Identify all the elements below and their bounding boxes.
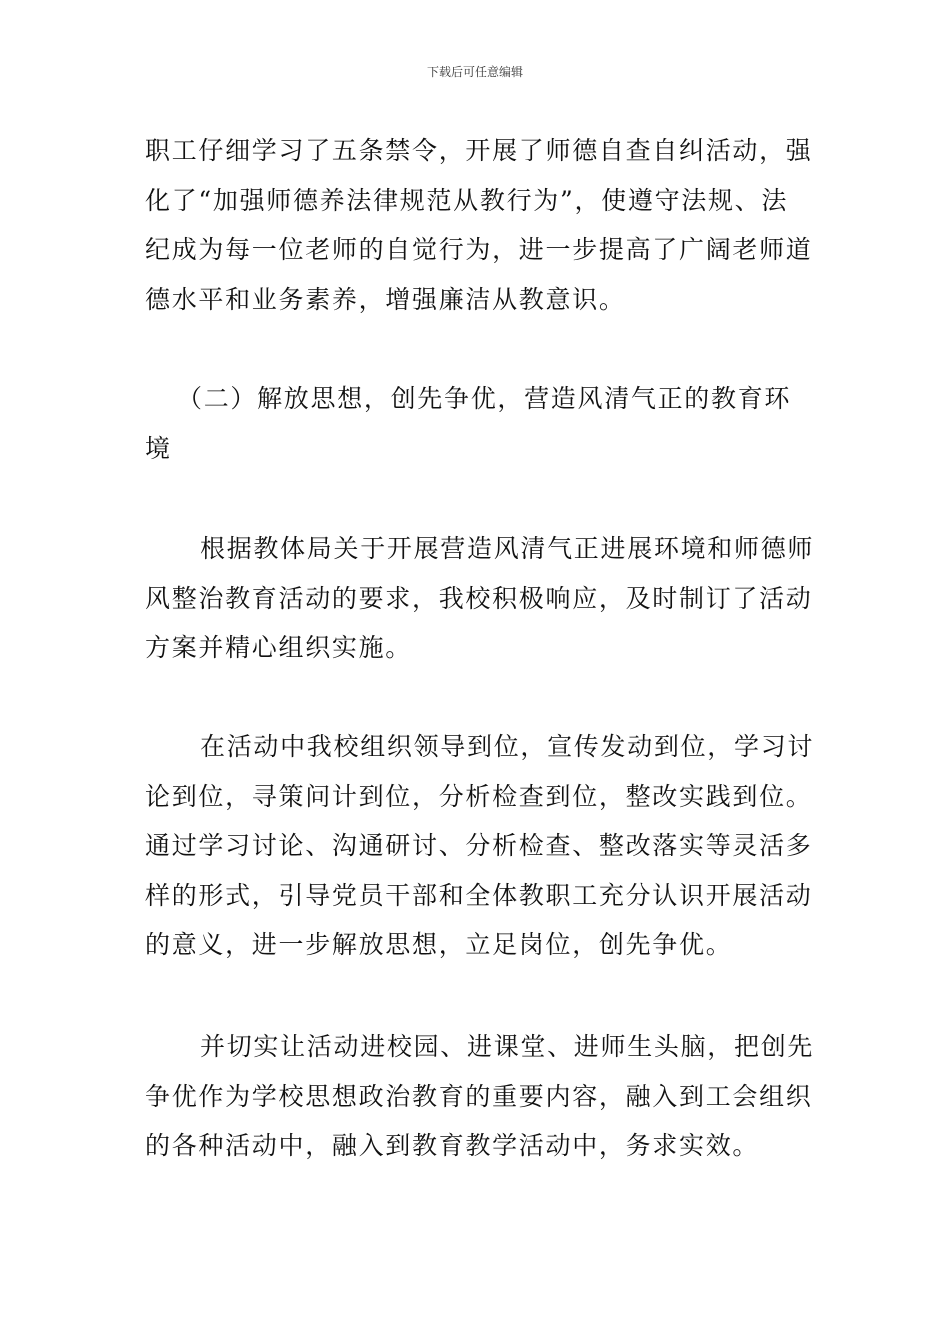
heading-line: 境 (145, 433, 172, 463)
paragraph (145, 524, 815, 673)
text-line: 化了“加强师德养法律规范从教行为”，使遵守法规、法 (145, 185, 789, 215)
text-line: 并切实让活动进校园、进课堂、进师生头脑，把创先 (200, 1032, 815, 1061)
text-line: 德水平和业务素养，增强廉洁从教意识。 (145, 284, 626, 314)
text-line: 在活动中我校组织领导到位，宣传发动到位，学习讨 (200, 732, 815, 761)
paragraph (145, 722, 815, 970)
text-line: 通过学习讨论、沟通研讨、分析检查、整改落实等灵活多 (145, 831, 813, 860)
paragraph (145, 1022, 815, 1171)
text-line: 样的形式，引导党员干部和全体教职工充分认识开展活动 (145, 880, 813, 910)
text-line: 的意义，进一步解放思想，立足岗位，创先争优。 (145, 930, 733, 959)
text-line: 方案并精心组织实施。 (145, 633, 413, 662)
text-line: 的各种活动中，融入到教育教学活动中，务求实效。 (145, 1131, 760, 1160)
text-line: 风整治教育活动的要求，我校积极响应，及时制订了活动 (145, 583, 813, 613)
text-line: 根据教体局关于开展营造风清气正进展环境和师德师 (200, 534, 815, 563)
text-line: 职工仔细学习了五条禁令，开展了师德自查自纠活动，强 (145, 136, 813, 165)
text-line: 争优作为学校思想政治教育的重要内容，融入到工会组织 (145, 1081, 813, 1111)
text-line: 论到位，寻策问计到位，分析检查到位，整改实践到位。 (145, 781, 813, 811)
paragraph-continued (145, 126, 813, 324)
text-line: 纪成为每一位老师的自觉行为，进一步提高了广阔老师道 (145, 235, 813, 264)
heading-line: （二）解放思想，创先争优，营造风清气正的教育环 (177, 384, 792, 413)
page-header: 下载后可任意编辑 (426, 65, 523, 79)
section-heading (145, 374, 810, 473)
